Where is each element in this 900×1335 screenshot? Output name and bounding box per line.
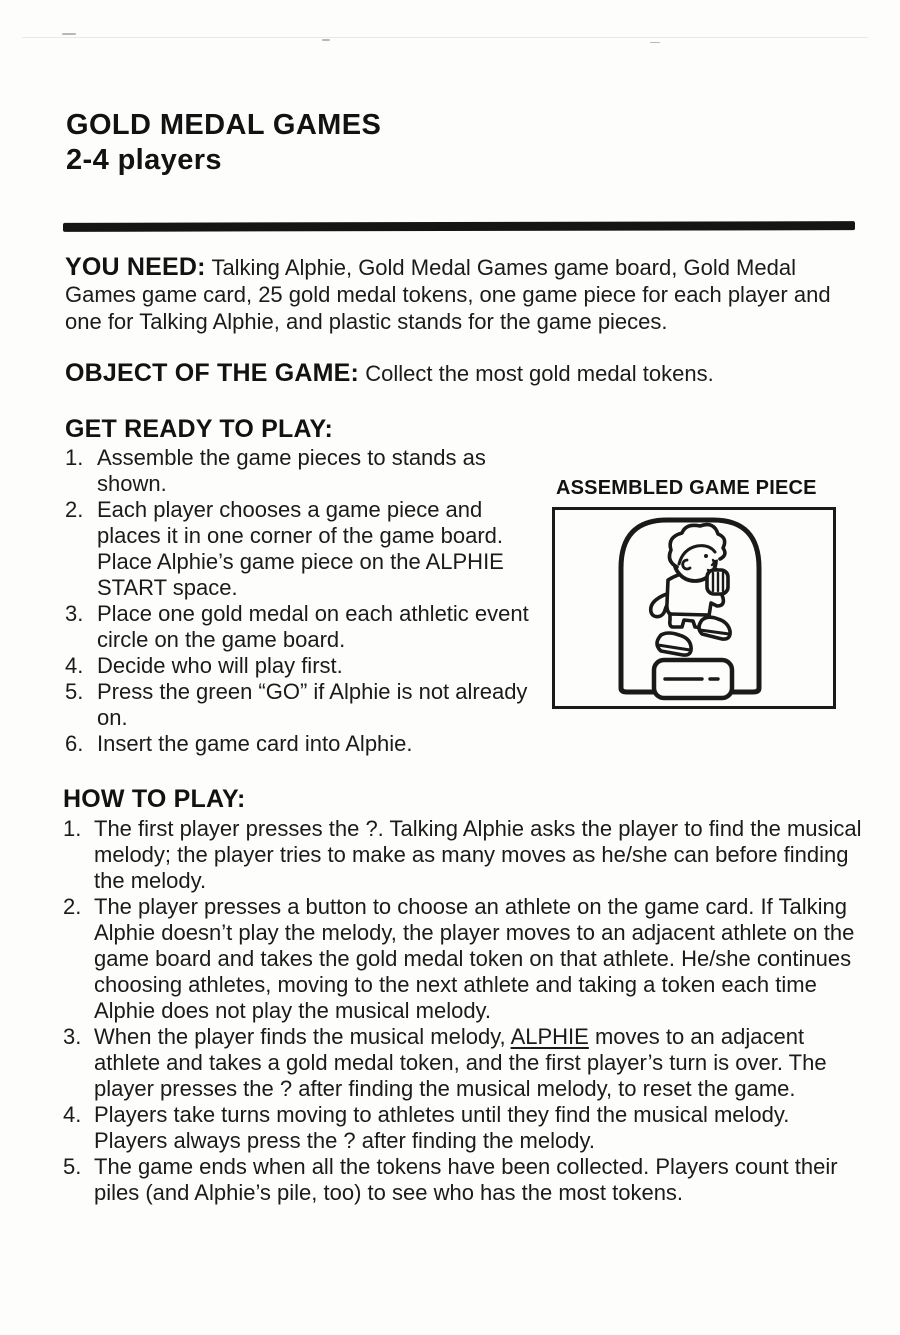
divider-rule [63, 221, 855, 232]
item-text-segment: moves to an adjacent athlete and takes a gold medal token, and the first player’s turn is over. The player presses the ? after finding the musical melody, to reset the game. [94, 1024, 827, 1101]
assembled-game-piece-figure [552, 507, 836, 709]
item-number: 1. [65, 445, 84, 470]
list-item [63, 894, 862, 1024]
item-number: 6. [65, 731, 84, 756]
list-item [65, 679, 531, 731]
item-text: Press the green “GO” if Alphie is not already on. [97, 679, 528, 730]
item-text: The game ends when all the tokens have been collected. Players count their piles (and Alphie’s pile, too) to see who has the most tokens. [94, 1154, 838, 1205]
item-number: 4. [63, 1102, 82, 1127]
scan-artifact-line [22, 37, 868, 38]
list-item [63, 1154, 862, 1206]
page-title [66, 108, 381, 178]
list-item [63, 816, 862, 894]
item-number: 2. [65, 497, 84, 522]
item-text: Players take turns moving to athletes until they find the musical melody. Players always press the ? after finding the melody. [94, 1102, 790, 1153]
item-text: Assemble the game pieces to stands as shown. [97, 445, 486, 496]
how-to-play-list [63, 816, 862, 1206]
get-ready-list [65, 445, 531, 757]
item-number: 5. [65, 679, 84, 704]
get-ready-heading: GET READY TO PLAY: [65, 415, 334, 443]
list-item [65, 601, 531, 653]
scan-speck [62, 33, 76, 35]
item-text-segment: When the player finds the musical melody, [94, 1024, 511, 1049]
scan-speck [650, 42, 660, 43]
you-need-paragraph [65, 254, 861, 335]
object-text: Collect the most gold medal tokens. [365, 361, 714, 386]
you-need-text: Talking Alphie, Gold Medal Games game board, Gold Medal Games game card, 25 gold medal tokens, one game piece for each player and one for Talking Alphie, and plastic stands for the game pieces. [65, 255, 831, 334]
list-item [65, 653, 531, 679]
figure-caption: ASSEMBLED GAME PIECE [556, 477, 817, 499]
item-text: The first player presses the ?. Talking Alphie asks the player to find the musical melody; the player tries to make as many moves as he/she can before finding the melody. [94, 816, 862, 893]
item-number: 3. [63, 1024, 82, 1049]
item-text: Decide who will play first. [97, 653, 343, 678]
player-count: 2-4 players [66, 144, 222, 176]
object-label: OBJECT OF THE GAME: [65, 359, 360, 387]
underlined-word: ALPHIE [510, 1024, 589, 1049]
item-text: Insert the game card into Alphie. [97, 731, 413, 756]
item-number: 2. [63, 894, 82, 919]
game-title: GOLD MEDAL GAMES [66, 109, 382, 141]
item-number: 1. [63, 816, 82, 841]
item-text: The player presses a button to choose an athlete on the game card. If Talking Alphie doesn’t play the melody, the player moves to an adjacent athlete on the game board and takes the gold medal token on that athlete. He/she continues choosing athletes, moving to the next athlete and taking a token each time Alphie does not play the musical melody. [94, 894, 855, 1023]
list-item [65, 445, 531, 497]
list-item [63, 1024, 862, 1102]
how-to-play-heading: HOW TO PLAY: [63, 785, 246, 813]
you-need-label: YOU NEED: [65, 253, 206, 281]
item-number: 4. [65, 653, 84, 678]
object-paragraph [65, 360, 861, 387]
list-item [63, 1102, 862, 1154]
item-number: 3. [65, 601, 84, 626]
item-text: Place one gold medal on each athletic event circle on the game board. [97, 601, 529, 652]
running-child-game-piece-icon [555, 510, 833, 706]
list-item [65, 497, 531, 601]
item-text: Each player chooses a game piece and places it in one corner of the game board. Place Alphie’s game piece on the ALPHIE START space. [97, 497, 504, 600]
item-number: 5. [63, 1154, 82, 1179]
item-text [94, 1024, 862, 1102]
scan-speck [322, 39, 330, 41]
list-item [65, 731, 531, 757]
